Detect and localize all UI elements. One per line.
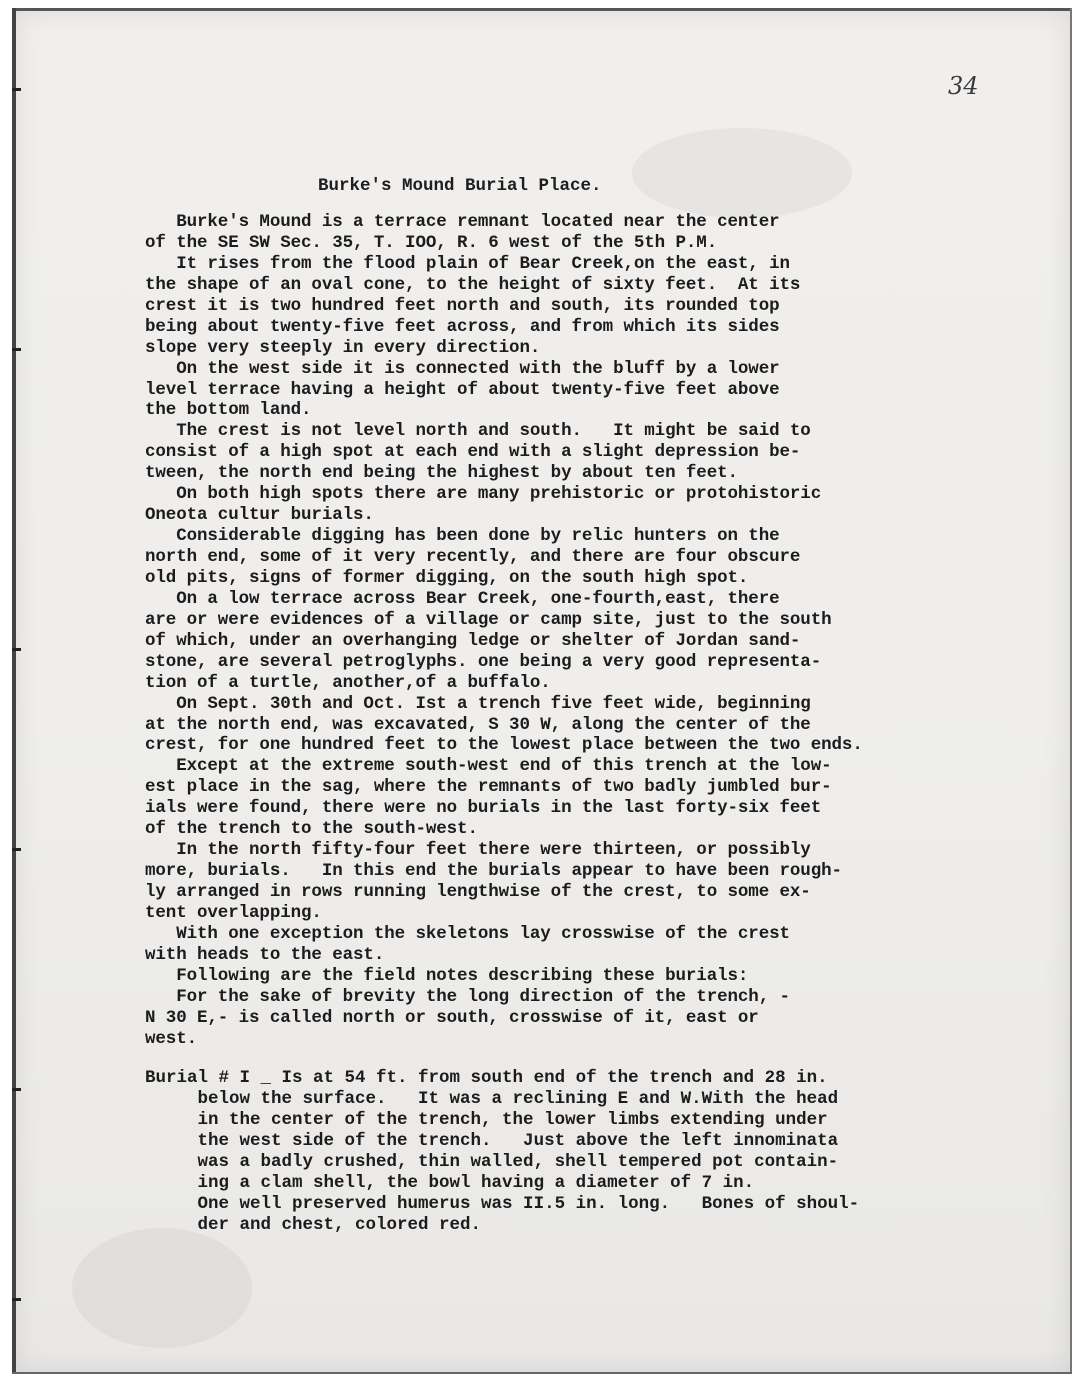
text-line: est place in the sag, where the remnants of two badly jumbled bur- [145,777,832,798]
document-page [12,8,1072,1374]
text-line: Following are the field notes describing these burials: [145,965,749,986]
text-line: being about twenty-five feet across, and from which its sides [145,316,780,337]
page-bottom-edge [12,1372,1072,1374]
text-line: On Sept. 30th and Oct. Ist a trench five feet wide, beginning [145,693,811,714]
burial-entry [145,1068,859,1236]
paper-stain [72,1228,252,1348]
text-line: stone, are several petroglyphs. one being a very good representa- [145,651,822,672]
text-line: crest, for one hundred feet to the lowest place between the two ends. [145,735,863,756]
text-line: The crest is not level north and south. It might be said to [145,421,811,442]
text-line: tion of a turtle, another,of a buffalo. [145,672,551,693]
page-top-edge [12,8,1072,11]
text-line: was a badly crushed, thin walled, shell tempered pot contain- [145,1151,839,1172]
text-line: ly arranged in rows running lengthwise of the crest, to some ex- [145,882,811,902]
text-line: ing a clam shell, the bowl having a diameter of 7 in. [145,1172,755,1193]
text-line: north end, some of it very recently, and there are four obscure [145,547,801,567]
text-line: It rises from the flood plain of Bear Creek,on the east, in [145,253,790,274]
text-line: are or were evidences of a village or camp site, just to the south [145,609,832,630]
text-line: On both high spots there are many prehistoric or protohistoric [145,484,822,505]
paper-stain [632,128,852,218]
binding-tick [12,648,21,651]
text-line: the shape of an oval cone, to the height of sixty feet. At its [145,274,801,295]
text-line: level terrace having a height of about twenty-five feet above [145,379,780,400]
text-line: at the north end, was excavated, S 30 W, along the center of the [145,714,811,735]
text-line: consist of a high spot at each end with a slight depression be- [145,442,801,463]
text-line: of the trench to the south-west. [145,819,478,840]
text-line: In the north fifty-four feet there were thirteen, or possibly [145,840,811,861]
text-line: with heads to the east. [145,944,385,965]
text-line: the west side of the trench. Just above the left innominata [145,1130,839,1151]
text-line: of the SE SW Sec. 35, T. IOO, R. 6 west of the 5th P.M. [145,232,718,253]
text-line: Burial # I _ Is at 54 ft. from south end of the trench and 28 in. [145,1068,828,1088]
text-line: of which, under an overhanging ledge or shelter of Jordan sand- [145,630,801,651]
text-line: crest it is two hundred feet north and south, its rounded top [145,295,780,316]
text-line: more, burials. In this end the burials appear to have been rough- [145,861,842,882]
text-line: old pits, signs of former digging, on the south high spot. [145,567,749,588]
text-line: tween, the north end being the highest by about ten feet. [145,463,738,484]
text-line: tent overlapping. [145,902,322,923]
text-line: in the center of the trench, the lower limbs extending under [145,1109,828,1130]
page-number: 34 [948,72,979,100]
page-right-edge [1070,8,1072,1374]
text-line: Except at the extreme south-west end of this trench at the low- [145,756,832,777]
text-line: Oneota cultur burials. [145,505,374,526]
text-line: Considerable digging has been done by relic hunters on the [145,526,780,547]
text-line: On a low terrace across Bear Creek, one-fourth,east, there [145,588,780,609]
body-text [145,212,863,1050]
text-line: ials were found, there were no burials in the last forty-six feet [145,798,822,819]
binding-tick [12,1088,21,1091]
text-line: One well preserved humerus was II.5 in. long. Bones of shoul- [145,1193,860,1214]
text-line: the bottom land. [145,400,312,421]
text-line: west. [145,1028,198,1049]
text-line: With one exception the skeletons lay crosswise of the crest [145,923,790,944]
binding-tick [12,88,21,91]
text-line: der and chest, colored red. [145,1214,482,1235]
binding-tick [12,348,21,351]
document-title: Burke's Mound Burial Place. [318,176,602,196]
binding-tick [12,1298,21,1301]
text-line: For the sake of brevity the long direction of the trench, - [145,986,790,1007]
text-line: below the surface. It was a reclining E and W.With the head [145,1088,839,1109]
text-line: slope very steeply in every direction. [145,337,541,358]
text-line: Burke's Mound is a terrace remnant located near the center [145,212,780,232]
page-left-edge [12,8,16,1374]
text-line: N 30 E,- is called north or south, crosswise of it, east or [145,1007,759,1028]
text-line: On the west side it is connected with the bluff by a lower [145,358,780,379]
binding-tick [12,848,21,851]
